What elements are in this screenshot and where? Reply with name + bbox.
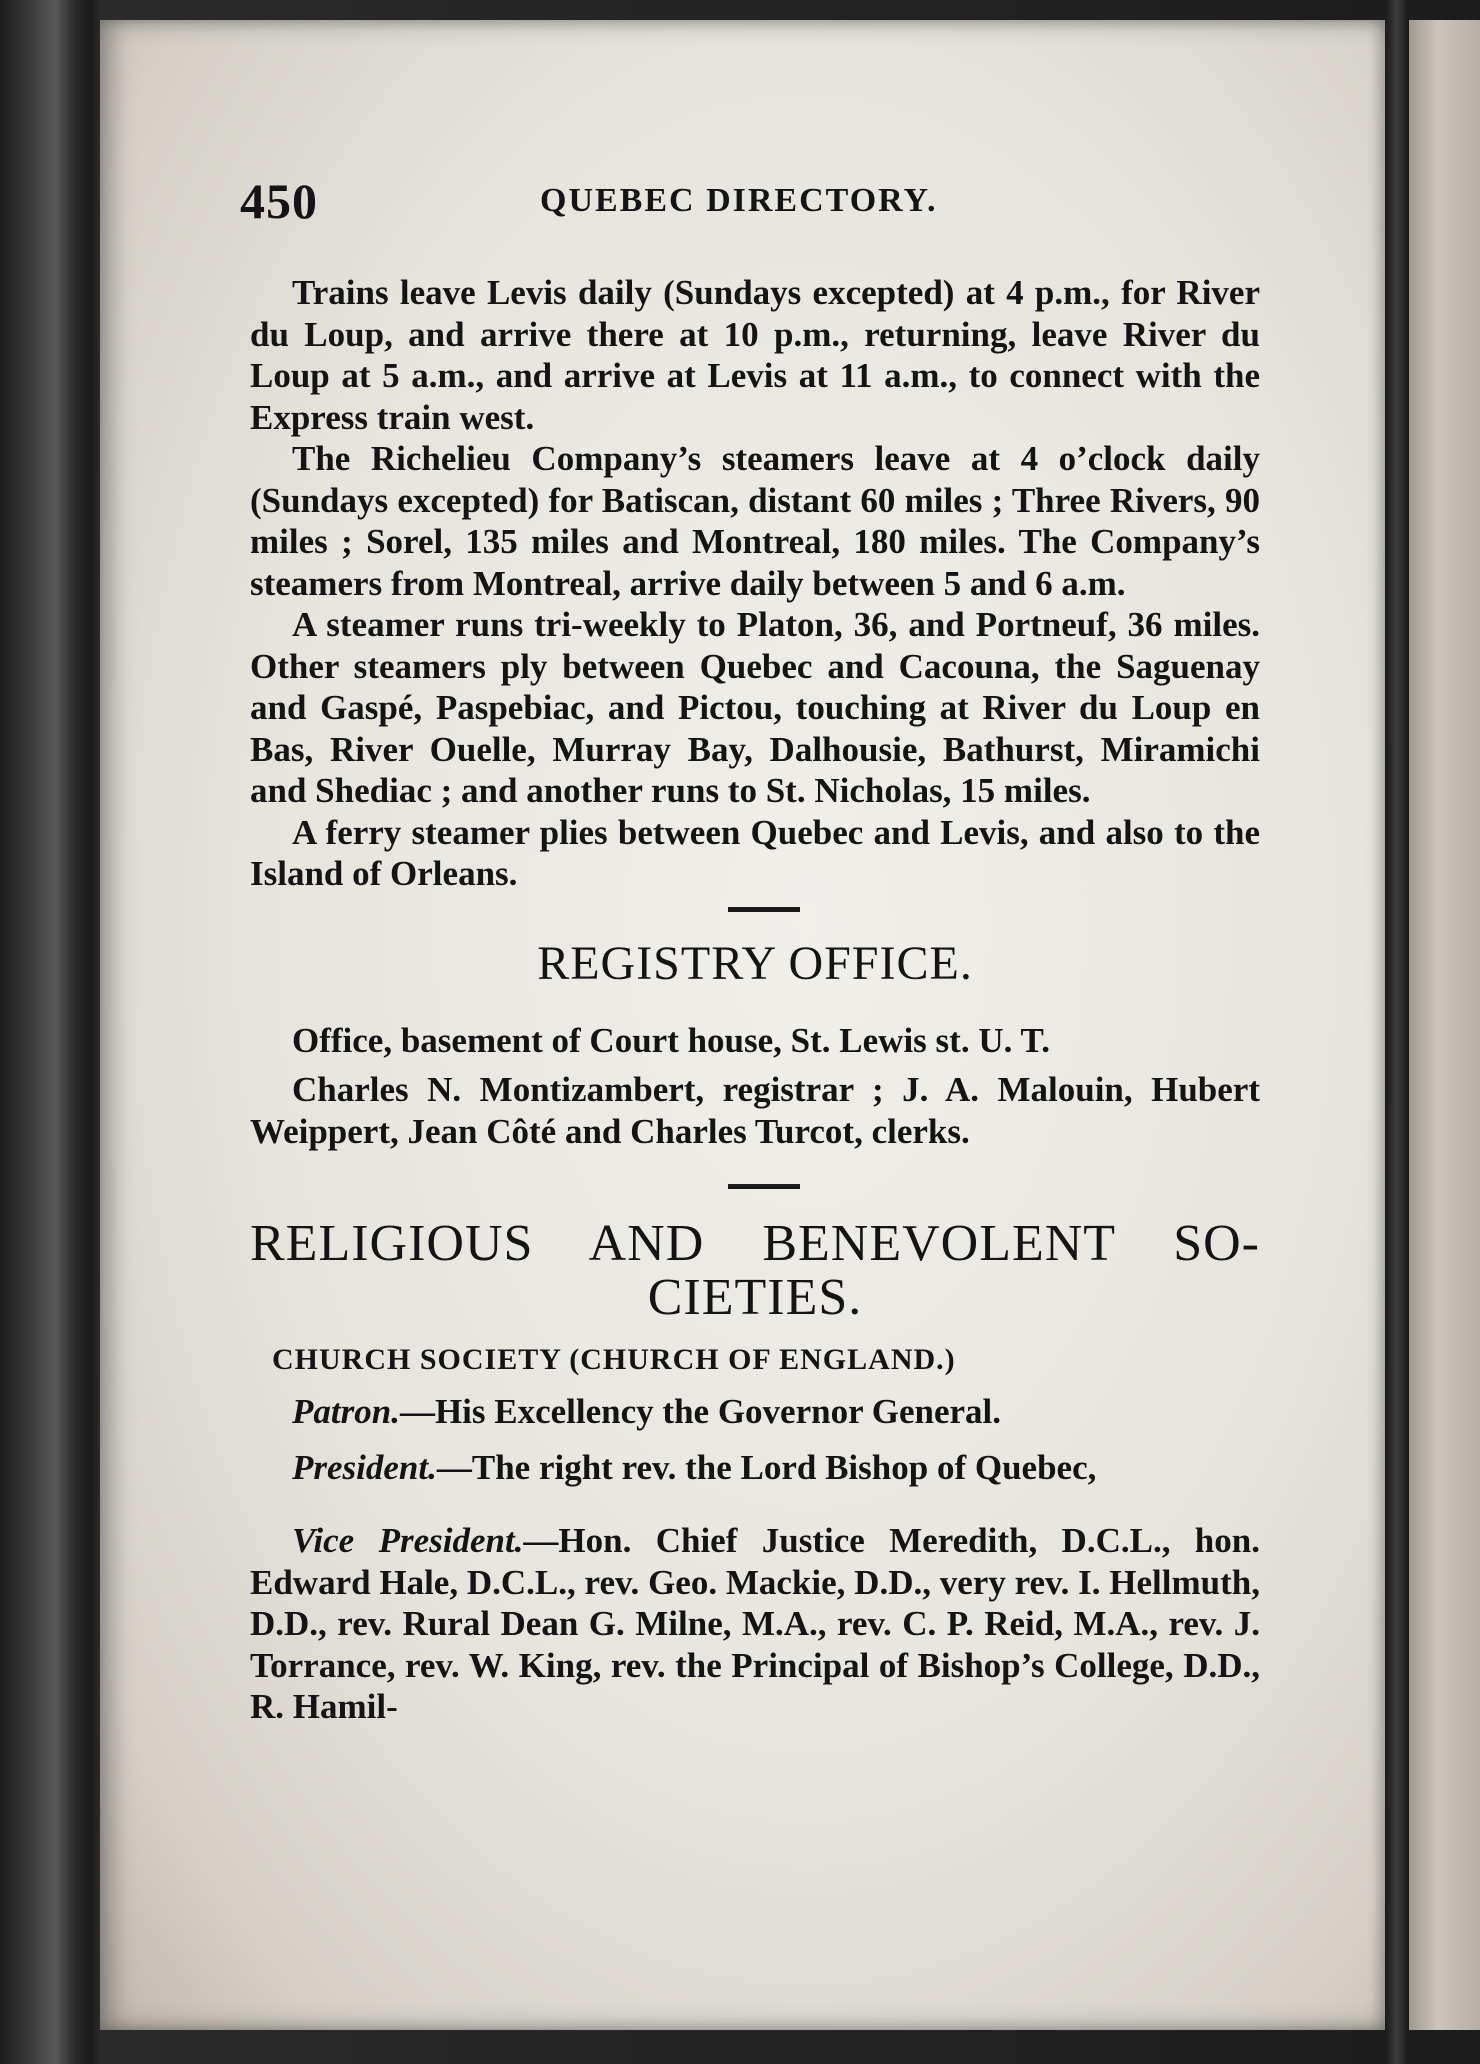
- spacer: [150, 1488, 1260, 1506]
- president-text: —The right rev. the Lord Bishop of Quebec,: [436, 1447, 1097, 1487]
- paragraph-trains: Trains leave Levis daily (Sundays excepted) at 4 p.m., for River du Loup, and arrive there at 10 p.m., returning, leave River du Loup at 5 a.m., and arrive at Levis at 11 a.m., to connect with the Express train west.: [250, 273, 1260, 437]
- vice-president-text: —Hon. Chief Justice Meredith, D.C.L., hon. Edward Hale, D.C.L., rev. Geo. Mackie, D.D., very rev. I. Hellmuth, D.D., rev. Rural Dean G. Milne, M.A., rev. C. P. Reid, M.A., rev. J. Torrance, rev. W. King, rev. the Principal of Bishop’s College, D.D., R. Hamil-: [250, 1521, 1260, 1726]
- registry-office-heading: REGISTRY OFFICE.: [537, 936, 973, 990]
- president-label: President.: [292, 1447, 437, 1487]
- patron-line: [250, 1391, 1260, 1433]
- patron-label: Patron.: [292, 1392, 400, 1431]
- page-number: 450: [240, 173, 318, 229]
- vice-president-line: [250, 1520, 1260, 1728]
- section-divider: [728, 1184, 800, 1189]
- patron-text: —His Excellency the Governor General.: [399, 1392, 1002, 1431]
- church-society-heading: CHURCH SOCIETY (CHURCH OF ENGLAND.): [272, 1343, 956, 1376]
- registry-office-staff: Charles N. Montizambert, registrar ; J. A. Malouin, Hubert Weippert, Jean Côté and Charles Turcot, clerks.: [250, 1070, 1260, 1151]
- vice-president-label: Vice President.: [292, 1521, 524, 1560]
- paragraph-steamer: A steamer runs tri-weekly to Platon, 36, and Portneuf, 36 miles. Other steamers ply between Quebec and Cacouna, the Saguenay and Gaspé, Paspebiac, and Pictou, touching at River du Loup en Bas, River Ouelle, Murray Bay, Dalhousie, Bathurst, Miramichi and Shediac ; and another runs to St. Nicholas, 15 miles.: [250, 605, 1260, 810]
- page-gutter: [1385, 0, 1409, 2064]
- registry-office-address: Office, basement of Court house, St. Lewis st. U. T.: [292, 1020, 1050, 1060]
- religious-societies-heading: RELIGIOUS AND BENEVOLENT SO- CIETIES.: [250, 1215, 1260, 1326]
- page-content: [150, 150, 1260, 1728]
- section-divider: [728, 907, 800, 912]
- running-head: [150, 150, 1260, 229]
- paragraph-richelieu: The Richelieu Company’s steamers leave at 4 o’clock daily (Sundays excepted) for Batiscan, distant 60 miles ; Three Rivers, 90 miles ; Sorel, 135 miles and Montreal, 180 miles. The Company’s steamers from Montreal, arrive daily between 5 and 6 a.m.: [250, 439, 1260, 603]
- paragraph-ferry: A ferry steamer plies between Quebec and Levis, and also to the Island of Orleans.: [250, 812, 1260, 893]
- running-title: QUEBEC DIRECTORY.: [540, 182, 938, 219]
- next-page-edge: [1409, 20, 1480, 2030]
- president-line: [250, 1447, 1260, 1489]
